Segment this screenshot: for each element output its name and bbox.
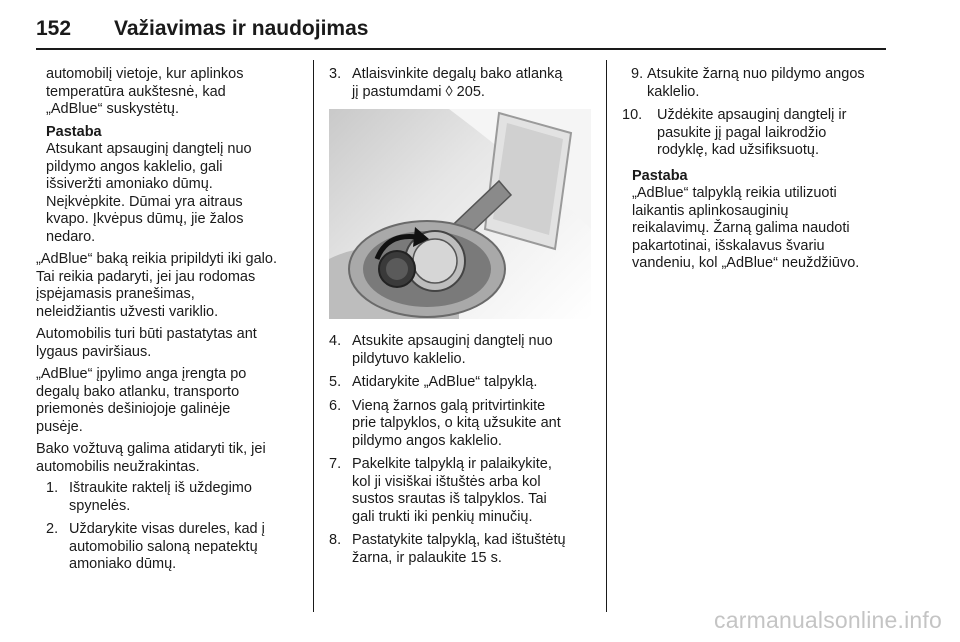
header-rule [36,48,886,50]
column-2 [329,66,599,573]
reference-arrow-icon: ◊ [445,83,453,100]
column-3 [622,66,892,273]
step-7: 7. Pakelkite talpyklą ir palaikykite, kol ji visiškai ištuštės arba kol sustos srautas iš talpyklos. Tai gali trukti iki penkių minučių. [329,456,552,525]
paragraph-unlocked: Bako vožtuvą galima atidaryti tik, jei automobilis neužrakintas. [36,441,266,475]
page-header [36,17,368,41]
page-number: 152 [36,17,72,40]
paragraph-refill: „AdBlue“ baką reikia pripildyti iki galo. Tai reikia padaryti, jei jau rodomas įspėjamasis pranešimas, neleidžiantis užvesti variklio. [36,251,277,320]
step-9: 9. Atsukite žarną nuo pildymo angos kaklelio. [631,66,865,100]
column-1 [36,66,304,580]
note-text-2: „AdBlue“ talpyklą reikia utilizuoti laikantis aplinkosauginių reikalavimų. Žarną galima naudoti pakartotinai, išskalavus švariu vandeniu, kol „AdBlue“ neuždžiūvo. [632,185,860,271]
paragraph-level-surface: Automobilis turi būti pastatytas ant lygaus paviršiaus. [36,326,257,360]
column-divider-2 [606,60,607,612]
step-2: 2. Uždarykite visas dureles, kad į automobilio saloną nepatektų amoniako dūmų. [46,521,265,572]
column-divider-1 [313,60,314,612]
step-8: 8. Pastatykite talpyklą, kad ištuštėtų žarna, ir palaukite 15 s. [329,532,566,566]
note-title-2: Pastaba [632,167,688,184]
fuel-filler-illustration [329,109,591,319]
paragraph-filler-location: „AdBlue“ įpylimo anga įrengta po degalų bako atlanku, transporto priemonės dešiniojoje galinėje pusėje. [36,366,247,435]
note-text: Atsukant apsauginį dangtelį nuo pildymo angos kaklelio, gali išsiveržti amoniako dūmų. Neįkvėpkite. Dūmai yra aitraus kvapo. Įkvėpus dūmų, jie žalos nedaro. [46,141,252,245]
step-5: 5. Atidarykite „AdBlue“ talpyklą. [329,374,538,390]
note-title: Pastaba [46,123,102,140]
watermark: carmanualsonline.info [714,607,942,633]
note-box [36,124,304,247]
note-box-2 [622,168,892,273]
filler-flap-drawing [329,109,591,319]
step-3: 3. Atlaisvinkite degalų bako atlanką jį pastumdami ◊ 205. [329,66,563,100]
step-10: 10. Uždėkite apsauginį dangtelį ir pasukite jį pagal laikrodžio rodyklę, kad užsifiksuotų. [622,107,847,158]
step-4: 4. Atsukite apsauginį dangtelį nuo pildytuvo kaklelio. [329,333,553,367]
intro-paragraph: automobilį vietoje, kur aplinkos temperatūra aukštesnė, kad „AdBlue“ suskystėtų. [46,66,244,117]
step-1: 1. Ištraukite raktelį iš uždegimo spynelės. [46,480,252,514]
step-6: 6. Vieną žarnos galą pritvirtinkite prie talpyklos, o kitą užsukite ant pildymo angos kaklelio. [329,397,561,449]
section-title: Važiavimas ir naudojimas [114,17,369,40]
